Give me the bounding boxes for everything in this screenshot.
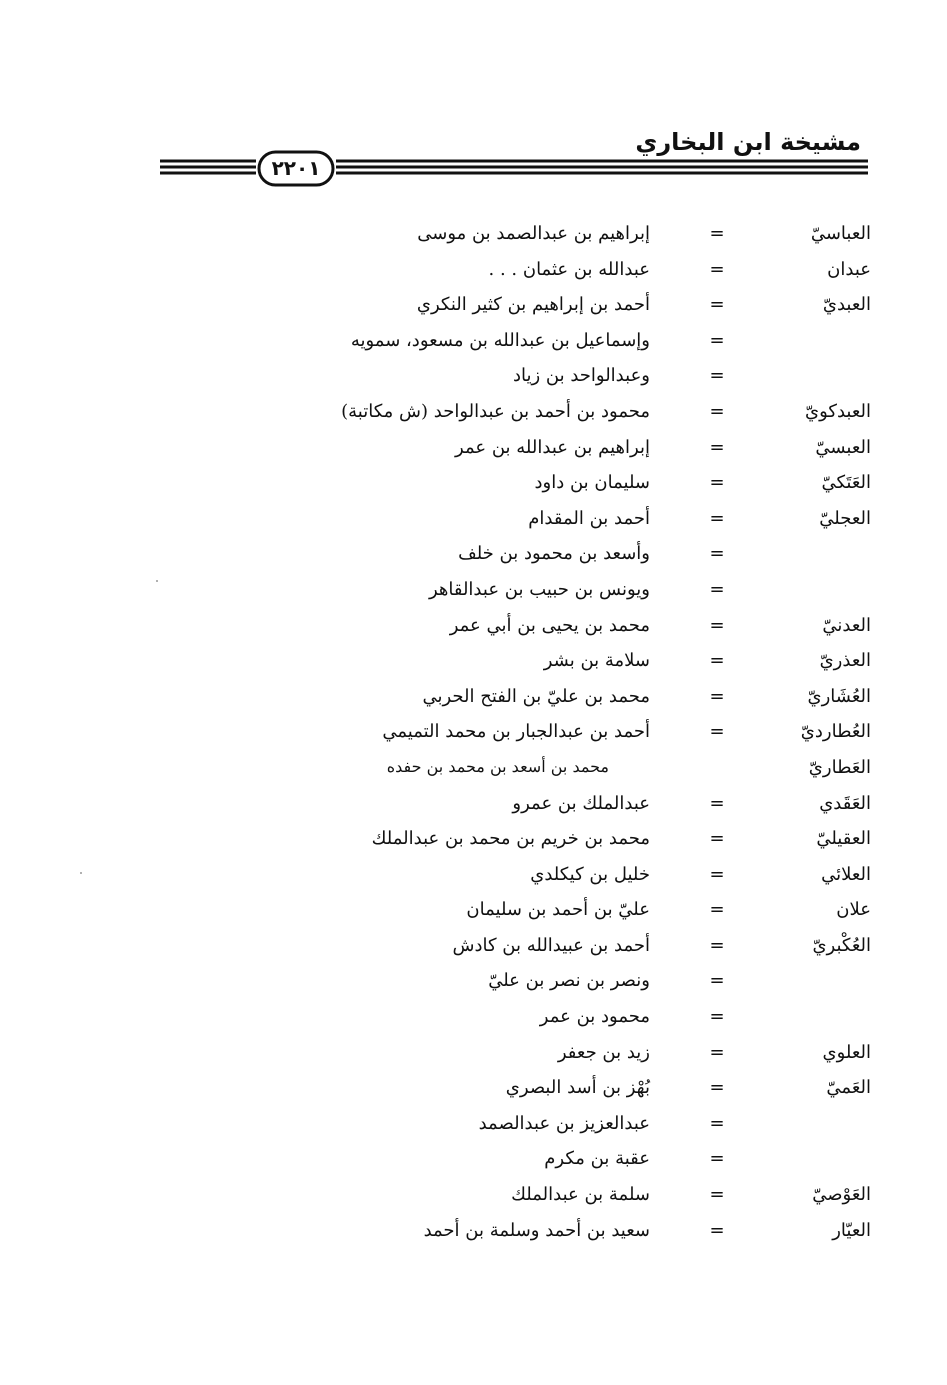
equals-sign: = <box>709 1041 725 1063</box>
equals-sign: = <box>709 1219 725 1241</box>
person-name: أحمد بن عبدالجبار بن محمد التميمي <box>382 721 650 743</box>
index-entry-row <box>0 931 947 967</box>
nisba-label: العَميّ <box>826 1077 871 1099</box>
equals-sign: = <box>709 863 725 885</box>
nisba-label: العُشَاريّ <box>807 685 871 707</box>
person-name: عبدالعزيز بن عبدالصمد <box>478 1112 650 1134</box>
index-entry-row <box>0 1180 947 1216</box>
nisba-label: العدنيّ <box>822 614 871 636</box>
person-name: إبراهيم بن عبدالله بن عمر <box>455 436 650 458</box>
equals-sign: = <box>709 685 725 707</box>
index-entry-row <box>0 361 947 397</box>
nisba-label: العيّار <box>832 1219 871 1241</box>
person-name: أحمد بن إبراهيم بن كثير النكري <box>416 294 650 316</box>
index-entry-row <box>0 860 947 896</box>
index-entry-row <box>0 682 947 718</box>
equals-sign: = <box>709 294 725 316</box>
person-name: أحمد بن عبيدالله بن كادش <box>452 934 650 956</box>
index-entry-row <box>0 539 947 575</box>
equals-sign: = <box>709 578 725 600</box>
equals-sign: = <box>709 1148 725 1170</box>
equals-sign: = <box>709 650 725 672</box>
person-name: محمد بن أسعد بن محمد بن حفده <box>386 756 609 776</box>
scan-speck <box>156 580 158 582</box>
person-name: محمد بن يحيى بن أبي عمر <box>449 614 650 636</box>
equals-sign: = <box>709 543 725 565</box>
person-name: بُهْز بن أسد البصري <box>505 1077 650 1099</box>
nisba-label: العقيليّ <box>816 828 871 850</box>
index-entry-row <box>0 575 947 611</box>
index-entry-row <box>0 1216 947 1252</box>
nisba-label: العَوْصيّ <box>812 1184 871 1206</box>
person-name: وإسماعيل بن عبدالله بن مسعود، سمويه <box>350 329 650 351</box>
person-name: خليل بن كيكلدي <box>530 863 650 885</box>
index-entries <box>0 219 947 1251</box>
index-entry-row <box>0 1109 947 1145</box>
person-name: زيد بن جعفر <box>557 1041 650 1063</box>
person-name: ونصر بن نصر بن عليّ <box>488 970 650 992</box>
person-name: سعيد بن أحمد وسلمة بن أحمد <box>423 1219 650 1241</box>
index-entry-row <box>0 504 947 540</box>
equals-sign: = <box>709 721 725 743</box>
equals-sign: = <box>709 436 725 458</box>
scan-speck <box>80 872 82 874</box>
nisba-label: العجليّ <box>819 507 871 529</box>
index-entry-row <box>0 717 947 753</box>
book-title: مشيخة ابن البخاري <box>635 128 861 156</box>
person-name: عبدالملك بن عمرو <box>512 792 650 814</box>
person-name: ويونس بن حبيب بن عبدالقاهر <box>428 578 650 600</box>
index-entry-row <box>0 753 947 789</box>
equals-sign: = <box>709 472 725 494</box>
equals-sign: = <box>709 614 725 636</box>
index-entry-row <box>0 468 947 504</box>
nisba-label: علان <box>836 899 871 921</box>
index-entry-row <box>0 397 947 433</box>
equals-sign: = <box>709 1112 725 1134</box>
page-number: ٢٢٠١ <box>271 156 321 180</box>
nisba-label: العباسيّ <box>810 223 871 244</box>
equals-sign: = <box>709 1006 725 1028</box>
equals-sign: = <box>709 792 725 814</box>
nisba-label: العبديّ <box>822 294 871 316</box>
person-name: عبدالله بن عثمان . . . <box>488 258 650 280</box>
person-name: عقبة بن مكرم <box>544 1148 650 1170</box>
index-entry-row <box>0 895 947 931</box>
person-name: إبراهيم بن عبدالصمد بن موسى <box>417 223 650 244</box>
index-entry-row <box>0 290 947 326</box>
person-name: وعبدالواحد بن زياد <box>512 365 650 387</box>
equals-sign: = <box>709 365 725 387</box>
page-header <box>0 0 947 200</box>
nisba-label: العلائي <box>821 863 871 885</box>
index-entry-row <box>0 789 947 825</box>
person-name: سليمان بن داود <box>534 472 650 494</box>
index-entry-row <box>0 433 947 469</box>
nisba-label: العُكْبريّ <box>812 934 871 956</box>
index-entry-row <box>0 1144 947 1180</box>
header-rule <box>0 0 947 200</box>
nisba-label: العلوي <box>822 1041 871 1063</box>
nisba-label: العذريّ <box>819 650 871 672</box>
person-name: محمود بن أحمد بن عبدالواحد (ش مكاتبة) <box>341 400 650 422</box>
equals-sign: = <box>709 223 725 244</box>
nisba-label: العَقَدي <box>819 792 871 814</box>
equals-sign: = <box>709 1184 725 1206</box>
equals-sign: = <box>709 828 725 850</box>
index-entry-row <box>0 255 947 291</box>
equals-sign: = <box>709 258 725 280</box>
nisba-label: العَتَكيّ <box>821 472 871 494</box>
equals-sign: = <box>709 400 725 422</box>
person-name: سلمة بن عبدالملك <box>511 1184 650 1206</box>
index-entry-row <box>0 1038 947 1074</box>
index-entry-row <box>0 1002 947 1038</box>
nisba-label: العبسيّ <box>815 436 871 458</box>
index-entry-row <box>0 219 947 255</box>
equals-sign: = <box>709 1077 725 1099</box>
equals-sign: = <box>709 970 725 992</box>
person-name: سلامة بن بشر <box>543 650 650 672</box>
person-name: محمد بن خريم بن محمد بن عبدالملك <box>371 828 650 850</box>
index-entry-row <box>0 824 947 860</box>
nisba-label: عبدان <box>827 258 871 280</box>
equals-sign: = <box>709 507 725 529</box>
person-name: محمود بن عمر <box>539 1006 650 1028</box>
index-entry-row <box>0 611 947 647</box>
equals-sign: = <box>709 899 725 921</box>
index-entry-row <box>0 1073 947 1109</box>
nisba-label: العَطاريّ <box>808 756 871 778</box>
equals-sign: = <box>709 329 725 351</box>
person-name: وأسعد بن محمود بن خلف <box>458 543 650 565</box>
nisba-label: العُطارديّ <box>800 721 871 743</box>
index-entry-row <box>0 326 947 362</box>
person-name: عليّ بن أحمد بن سليمان <box>466 899 650 921</box>
equals-sign: = <box>709 934 725 956</box>
nisba-label: العبدكويّ <box>804 400 871 422</box>
person-name: أحمد بن المقدام <box>528 507 650 529</box>
person-name: محمد بن عليّ بن الفتح الحربي <box>422 685 650 707</box>
index-entry-row <box>0 646 947 682</box>
index-entry-row <box>0 966 947 1002</box>
